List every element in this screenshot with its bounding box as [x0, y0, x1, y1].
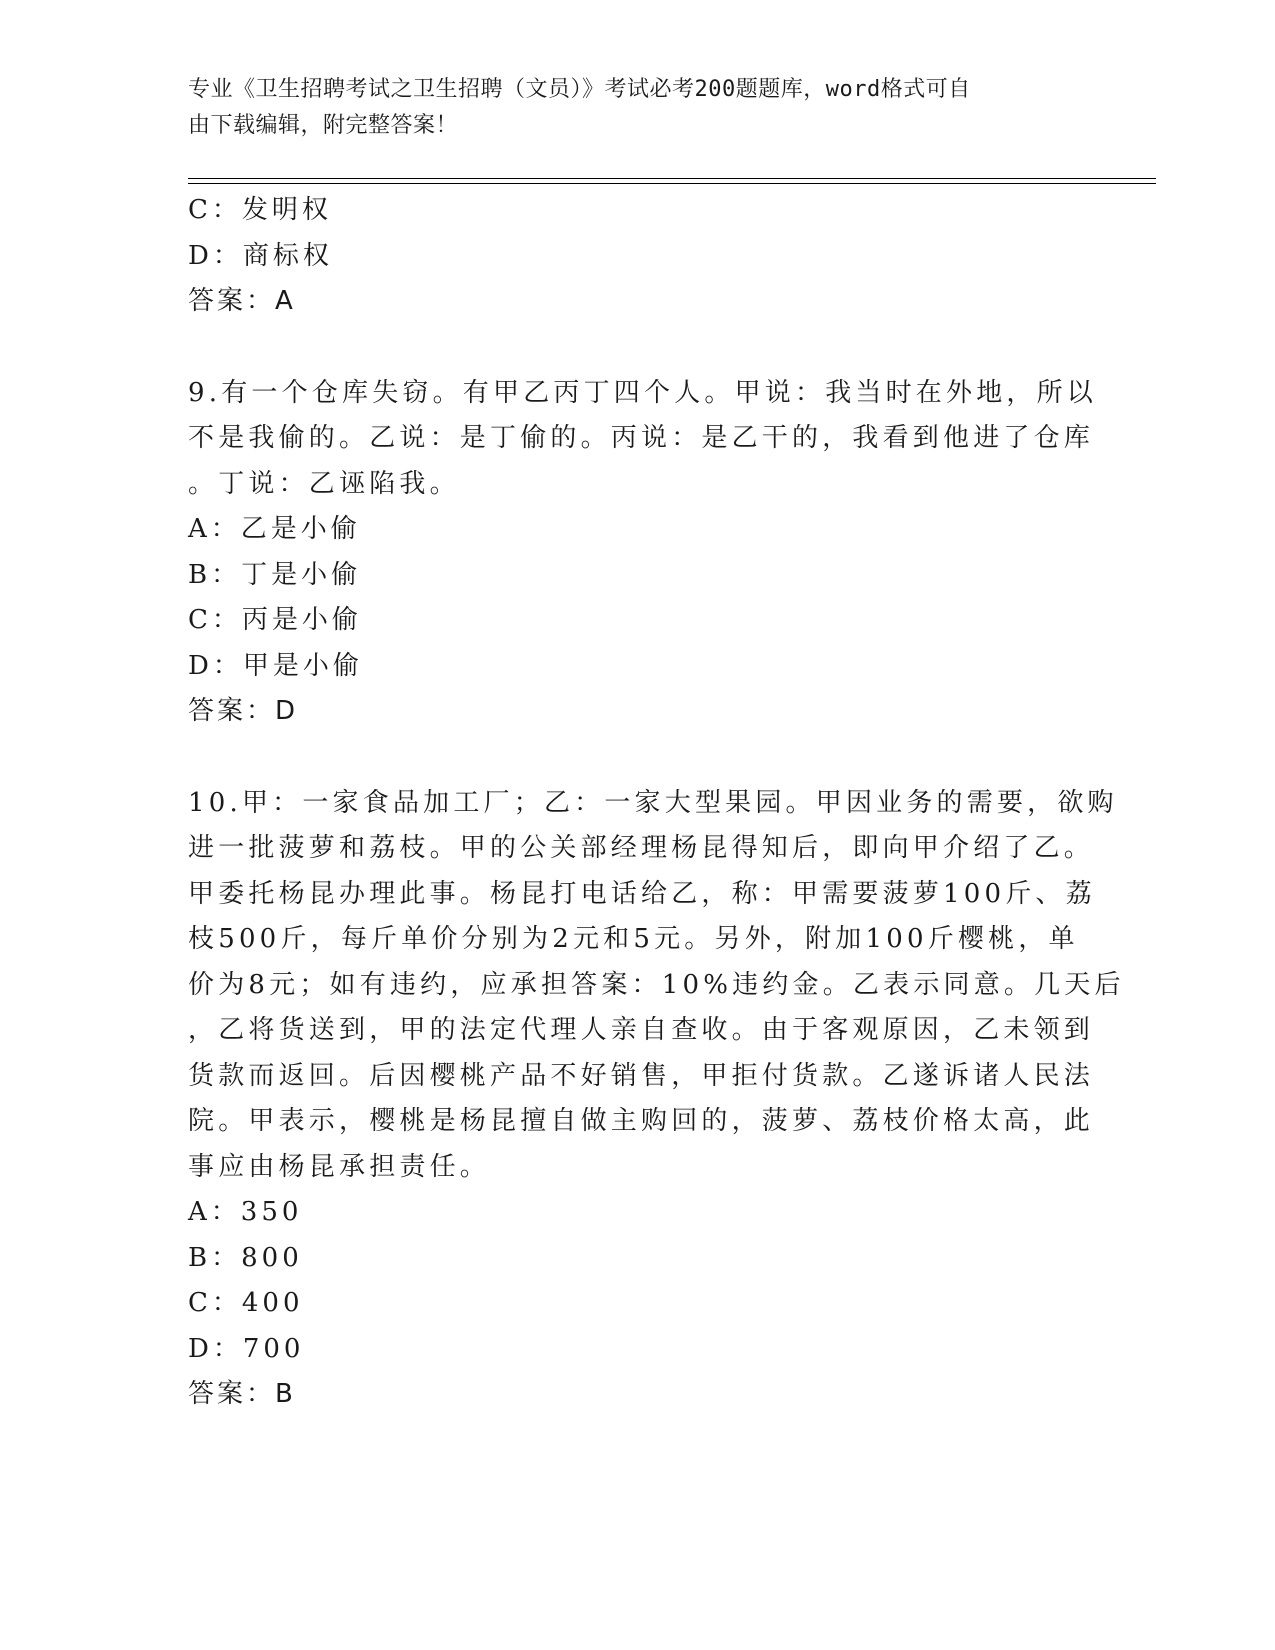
q9-text: [188, 371, 1098, 508]
header-divider-top: [188, 178, 1156, 179]
q10-text-line: 院。甲表示，樱桃是杨昆擅自做主购回的，菠萝、荔枝价格太高，此: [188, 1106, 1095, 1136]
q10-option-a: A：350: [188, 1197, 303, 1227]
q8-option-c: C：发明权: [188, 195, 332, 225]
q8-option-d: D：商标权: [188, 240, 333, 271]
question-10: [188, 781, 1125, 1418]
document-header: [188, 72, 1068, 144]
q9-option-d: D：甲是小偷: [188, 650, 363, 681]
q9-option-c: C：丙是小偷: [188, 605, 362, 635]
question-9: [188, 371, 1098, 735]
q10-text-line: 10.甲：一家食品加工厂；乙：一家大型果园。甲因业务的需要，欲购: [188, 787, 1118, 818]
header-divider-bottom: [188, 183, 1156, 184]
q9-answer: 答案：D: [188, 696, 299, 726]
q10-option-b: B：800: [188, 1242, 303, 1273]
q10-text-line: ，乙将货送到，甲的法定代理人亲自查收。由于客观原因，乙未领到: [188, 1015, 1095, 1045]
q10-text-line: 枝500斤，每斤单价分别为2元和5元。另外，附加100斤樱桃，单: [188, 924, 1079, 954]
q10-text-line: 事应由杨昆承担责任。: [188, 1151, 491, 1182]
q10-text-line: 货款而返回。后因樱桃产品不好销售，甲拒付货款。乙遂诉诸人民法: [188, 1060, 1095, 1091]
q10-text: [188, 781, 1125, 1191]
q9-text-line: 。丁说：乙诬陷我。: [188, 468, 460, 499]
q10-text-line: 价为8元；如有违约，应承担答案：10%违约金。乙表示同意。几天后: [188, 969, 1125, 1000]
q9-text-line: 9.有一个仓库失窃。有甲乙丙丁四个人。甲说：我当时在外地，所以: [188, 377, 1098, 408]
q9-option-a: A：乙是小偷: [188, 514, 361, 544]
q9-text-line: 不是我偷的。乙说：是丁偷的。丙说：是乙干的，我看到他进了仓库: [188, 423, 1095, 453]
document-body: [188, 188, 1125, 1418]
header-line-2: 由下载编辑，附完整答案！: [188, 113, 459, 138]
q10-option-d: D：700: [188, 1333, 305, 1364]
q10-text-line: 甲委托杨昆办理此事。杨昆打电话给乙，称：甲需要菠萝100斤、荔: [188, 878, 1096, 909]
q10-text-line: 进一批菠萝和荔枝。甲的公关部经理杨昆得知后，即向甲介绍了乙。: [188, 833, 1095, 863]
header-line-1: 专业《卫生招聘考试之卫生招聘（文员）》考试必考200题题库，word格式可自: [188, 77, 971, 102]
q10-answer: 答案：B: [188, 1379, 296, 1409]
q10-option-c: C：400: [188, 1288, 304, 1318]
q9-option-b: B：丁是小偷: [188, 559, 362, 590]
spacer: [188, 735, 1088, 781]
spacer: [188, 325, 1088, 371]
q8-answer: 答案：A: [188, 286, 296, 316]
question-8-tail: [188, 188, 1088, 325]
